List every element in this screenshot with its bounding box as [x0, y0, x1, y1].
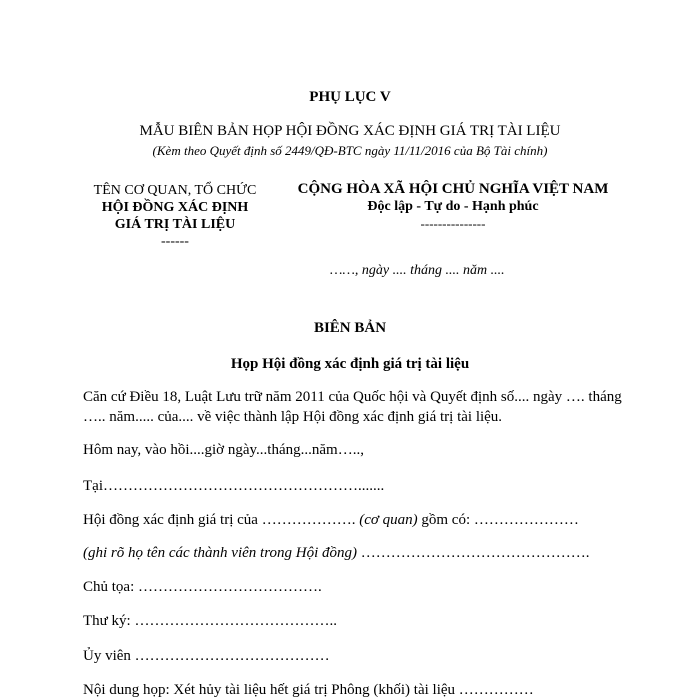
member-line: Ủy viên …………………………………	[83, 648, 330, 664]
council-name-line2: GIÁ TRỊ TÀI LIỆU	[114, 217, 236, 232]
organization-name: TÊN CƠ QUAN, TỔ CHỨC	[93, 183, 257, 198]
legal-basis-line-1: Căn cứ Điều 18, Luật Lưu trữ năm 2011 của Quốc hội và Quyết định số.... ngày …. tháng	[83, 389, 622, 405]
meeting-place-line: Tại…………………………………………….......	[83, 478, 385, 494]
legal-basis-line-2: ….. năm..... của.... về việc thành lập Hội đồng xác định giá trị tài liệu.	[83, 409, 503, 425]
document-title: BIÊN BẢN	[313, 320, 387, 336]
national-motto: Độc lập - Tự do - Hạnh phúc	[367, 199, 539, 214]
left-header-divider: ------	[161, 234, 189, 249]
right-header-divider: ---------------	[420, 216, 486, 231]
council-composition-line	[83, 512, 579, 529]
chair-line: Chủ tọa: ……………………………….	[83, 579, 322, 595]
members-dots: ……………………………………….	[356, 545, 590, 561]
right-header-block	[262, 181, 644, 232]
members-line	[83, 545, 589, 562]
council-agency-note: (cơ quan)	[359, 512, 418, 528]
form-title: MẪU BIÊN BẢN HỌP HỘI ĐỒNG XÁC ĐỊNH GIÁ TRỊ TÀI LIỆU	[139, 123, 561, 139]
council-prefix: Hội đồng xác định giá trị của ……………….	[83, 512, 360, 528]
form-subtitle: (Kèm theo Quyết định số 2449/QĐ-BTC ngày 11/11/2016 của Bộ Tài chính)	[152, 143, 548, 158]
meeting-content-line: Nội dung họp: Xét hủy tài liệu hết giá trị Phông (khối) tài liệu ……………	[83, 682, 534, 698]
members-note: (ghi rõ họ tên các thành viên trong Hội đồng)	[83, 545, 357, 561]
meeting-time-line: Hôm nay, vào hồi....giờ ngày...tháng...năm…..,	[83, 442, 364, 458]
date-line: ……, ngày .... tháng .... năm ....	[330, 263, 505, 278]
left-header-block	[70, 182, 280, 250]
country-name: CỘNG HÒA XÃ HỘI CHỦ NGHĨA VIỆT NAM	[297, 181, 609, 197]
appendix-title: PHỤ LỤC V	[309, 89, 391, 105]
council-name-line1: HỘI ĐỒNG XÁC ĐỊNH	[101, 200, 249, 215]
document-subtitle: Họp Hội đồng xác định giá trị tài liệu	[230, 356, 470, 372]
council-suffix: gồm có: …………………	[417, 512, 579, 528]
secretary-line: Thư ký: …………………………………..	[83, 613, 337, 629]
